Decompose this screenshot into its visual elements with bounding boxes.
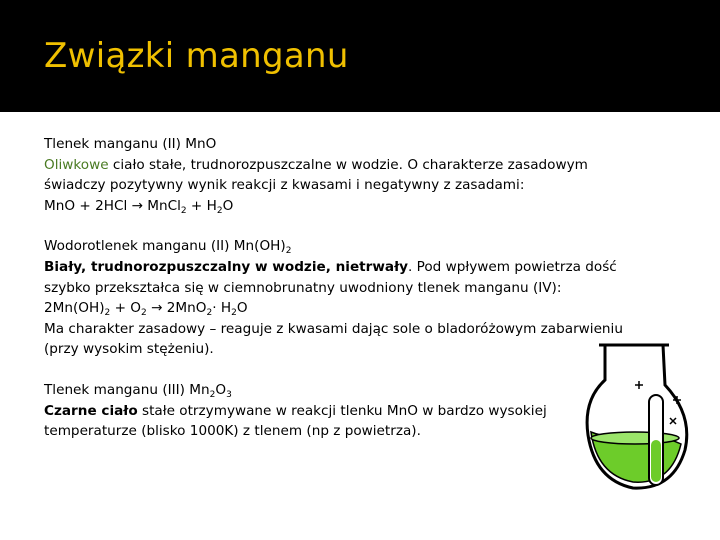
eq2-part-d: · H	[212, 300, 232, 317]
section2-bold-text: Biały, trudnorozpuszczalny w wodzie, nietrwały	[44, 258, 409, 275]
eq2-sub-b: 2	[141, 308, 147, 319]
section2-desc-text: . Pod wpływem powietrza dość szybko przekształca się w ciemnobrunatny uwodniony tlenek manganu (IV):	[44, 258, 617, 296]
eq1-sub-a: 2	[180, 205, 187, 216]
eq2-sub-d: 2	[231, 308, 237, 319]
section1-heading: Tlenek manganu (II) MnO	[44, 136, 217, 152]
section3-desc-text: stałe otrzymywane w reakcji tlenku MnO w bardzo wysokiej temperaturze (blisko 1000K) z tlenem (np z powietrza).	[44, 402, 547, 440]
section2-heading-sub: 2	[285, 246, 292, 257]
eq2-part-c: → 2MnO	[146, 300, 207, 317]
content-text	[44, 134, 624, 442]
slide-title: Związki manganu	[44, 36, 349, 76]
section1-desc-text: ciało stałe, trudnorozpuszczalne w wodzie. O charakterze zasadowym świadczy pozytywny wynik reakcji z kwasami i negatywny z zasadami:	[44, 156, 588, 194]
section3-heading-o: O	[215, 381, 227, 398]
eq1-part-b: + H	[186, 197, 217, 214]
eq2-sub-a: 2	[104, 308, 111, 319]
eq2-part-a: 2Mn(OH)	[44, 300, 105, 317]
eq1-part-c: O	[222, 197, 234, 214]
section2-heading	[44, 236, 624, 257]
eq2-sub-c: 2	[206, 308, 213, 319]
section2-equation	[44, 298, 624, 319]
section3-bold-text: Czarne ciało	[44, 402, 138, 419]
eq1-sub-b: 2	[216, 205, 223, 216]
section2-description	[44, 257, 624, 298]
section1-equation	[44, 196, 624, 217]
section2-description-2: Ma charakter zasadowy – reaguje z kwasami dając sole o bladoróżowym zabarwieniu (przy wysokim stężeniu).	[44, 320, 623, 358]
section3-sub-a: 2	[209, 389, 216, 400]
flask-icon	[585, 340, 695, 495]
section3-sub-b: 3	[226, 389, 232, 400]
olive-word: Oliwkowe	[44, 156, 109, 173]
eq2-part-e: O	[236, 300, 248, 317]
section3-description	[44, 401, 624, 442]
eq1-part-a: MnO + 2HCl → MnCl	[44, 197, 181, 214]
eq2-part-b: + O	[110, 300, 141, 317]
section2-heading-text: Wodorotlenek manganu (II) Mn(OH)	[44, 238, 286, 255]
section3-heading	[44, 380, 624, 401]
section3-heading-text: Tlenek manganu (III) Mn	[44, 381, 210, 398]
section1-description	[44, 155, 624, 196]
